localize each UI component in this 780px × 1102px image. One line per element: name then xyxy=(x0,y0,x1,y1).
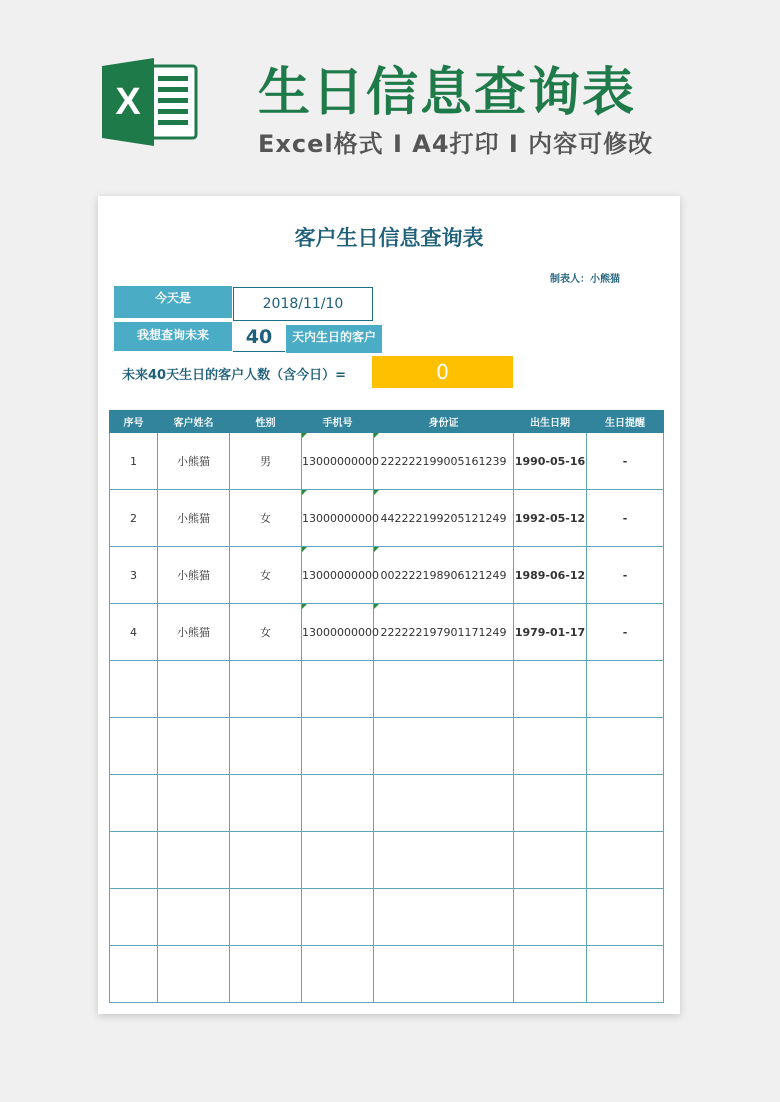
empty-cell[interactable] xyxy=(230,661,302,718)
empty-cell[interactable] xyxy=(110,661,158,718)
cell-no[interactable]: 2 xyxy=(110,490,158,547)
empty-cell[interactable] xyxy=(514,889,587,946)
empty-cell[interactable] xyxy=(374,946,514,1003)
cell-name[interactable]: 小熊猫 xyxy=(158,490,230,547)
empty-cell[interactable] xyxy=(587,832,664,889)
cell-gender[interactable]: 女 xyxy=(230,547,302,604)
cell-gender[interactable]: 男 xyxy=(230,433,302,490)
cell-phone[interactable]: 13000000000 xyxy=(302,490,374,547)
banner xyxy=(0,0,780,190)
empty-cell[interactable] xyxy=(302,718,374,775)
cell-birth[interactable]: 1992-05-12 xyxy=(514,490,587,547)
empty-cell[interactable] xyxy=(230,946,302,1003)
cell-gender[interactable]: 女 xyxy=(230,490,302,547)
cell-remind[interactable]: - xyxy=(587,490,664,547)
empty-table-row xyxy=(110,946,664,1003)
cell-no[interactable]: 3 xyxy=(110,547,158,604)
maker-label: 制表人：小熊猫 xyxy=(550,274,620,285)
empty-cell[interactable] xyxy=(230,718,302,775)
empty-cell[interactable] xyxy=(110,718,158,775)
empty-cell[interactable] xyxy=(374,775,514,832)
empty-cell[interactable] xyxy=(514,946,587,1003)
cell-phone[interactable]: 13000000000 xyxy=(302,433,374,490)
empty-cell[interactable] xyxy=(587,775,664,832)
empty-cell[interactable] xyxy=(302,889,374,946)
cell-name[interactable]: 小熊猫 xyxy=(158,433,230,490)
header-birth: 出生日期 xyxy=(514,411,587,433)
cell-no[interactable]: 1 xyxy=(110,433,158,490)
empty-cell[interactable] xyxy=(158,832,230,889)
table-row xyxy=(110,604,664,661)
banner-title: 生日信息查询表 xyxy=(258,63,637,123)
empty-cell[interactable] xyxy=(158,946,230,1003)
empty-cell[interactable] xyxy=(302,946,374,1003)
empty-cell[interactable] xyxy=(230,832,302,889)
sheet-title: 客户生日信息查询表 xyxy=(294,226,484,250)
empty-cell[interactable] xyxy=(374,718,514,775)
table-body xyxy=(110,433,664,1003)
spreadsheet-page xyxy=(98,196,680,1014)
empty-cell[interactable] xyxy=(587,946,664,1003)
empty-cell[interactable] xyxy=(302,775,374,832)
customer-table xyxy=(109,410,664,1003)
empty-cell[interactable] xyxy=(110,775,158,832)
empty-table-row xyxy=(110,832,664,889)
empty-cell[interactable] xyxy=(158,775,230,832)
empty-table-row xyxy=(110,775,664,832)
empty-cell[interactable] xyxy=(587,661,664,718)
query-suffix-label: 天内生日的客户 xyxy=(286,325,382,353)
cell-name[interactable]: 小熊猫 xyxy=(158,604,230,661)
empty-cell[interactable] xyxy=(230,889,302,946)
cell-phone[interactable]: 13000000000 xyxy=(302,604,374,661)
empty-cell[interactable] xyxy=(514,718,587,775)
svg-text:X: X xyxy=(115,81,141,123)
cell-id[interactable]: 442222199205121249 xyxy=(374,490,514,547)
empty-cell[interactable] xyxy=(374,661,514,718)
count-value-cell: 0 xyxy=(372,356,513,388)
excel-logo-icon xyxy=(100,56,200,148)
header-id: 身份证 xyxy=(374,411,514,433)
banner-subtitle: Excel格式 I A4打印 I 内容可修改 xyxy=(258,130,654,158)
cell-no[interactable]: 4 xyxy=(110,604,158,661)
cell-id[interactable]: 222222197901171249 xyxy=(374,604,514,661)
empty-cell[interactable] xyxy=(514,832,587,889)
empty-cell[interactable] xyxy=(110,889,158,946)
empty-cell[interactable] xyxy=(302,661,374,718)
cell-gender[interactable]: 女 xyxy=(230,604,302,661)
empty-cell[interactable] xyxy=(230,775,302,832)
cell-birth[interactable]: 1990-05-16 xyxy=(514,433,587,490)
cell-phone[interactable]: 13000000000 xyxy=(302,547,374,604)
empty-cell[interactable] xyxy=(514,661,587,718)
cell-birth[interactable]: 1989-06-12 xyxy=(514,547,587,604)
query-label: 我想查询未来 xyxy=(114,322,232,351)
cell-remind[interactable]: - xyxy=(587,547,664,604)
empty-cell[interactable] xyxy=(158,889,230,946)
empty-cell[interactable] xyxy=(374,832,514,889)
table-row xyxy=(110,547,664,604)
count-label: 未来40天生日的客户人数（含今日）= xyxy=(122,368,346,383)
empty-cell[interactable] xyxy=(587,718,664,775)
cell-remind[interactable]: - xyxy=(587,604,664,661)
header-name: 客户姓名 xyxy=(158,411,230,433)
cell-name[interactable]: 小熊猫 xyxy=(158,547,230,604)
query-days-input[interactable]: 40 xyxy=(233,322,285,352)
cell-birth[interactable]: 1979-01-17 xyxy=(514,604,587,661)
table-row xyxy=(110,433,664,490)
empty-cell[interactable] xyxy=(514,775,587,832)
today-date-cell[interactable]: 2018/11/10 xyxy=(233,287,373,321)
empty-table-row xyxy=(110,661,664,718)
empty-cell[interactable] xyxy=(110,832,158,889)
table-row xyxy=(110,490,664,547)
empty-cell[interactable] xyxy=(158,661,230,718)
empty-cell[interactable] xyxy=(110,946,158,1003)
cell-id[interactable]: 222222199005161239 xyxy=(374,433,514,490)
cell-remind[interactable]: - xyxy=(587,433,664,490)
header-gender: 性别 xyxy=(230,411,302,433)
empty-cell[interactable] xyxy=(158,718,230,775)
empty-cell[interactable] xyxy=(302,832,374,889)
empty-table-row xyxy=(110,889,664,946)
today-label: 今天是 xyxy=(114,286,232,318)
table-header-row xyxy=(110,411,664,433)
header-phone: 手机号 xyxy=(302,411,374,433)
empty-cell[interactable] xyxy=(587,889,664,946)
header-remind: 生日提醒 xyxy=(587,411,664,433)
header-no: 序号 xyxy=(110,411,158,433)
empty-table-row xyxy=(110,718,664,775)
empty-cell[interactable] xyxy=(374,889,514,946)
cell-id[interactable]: 002222198906121249 xyxy=(374,547,514,604)
